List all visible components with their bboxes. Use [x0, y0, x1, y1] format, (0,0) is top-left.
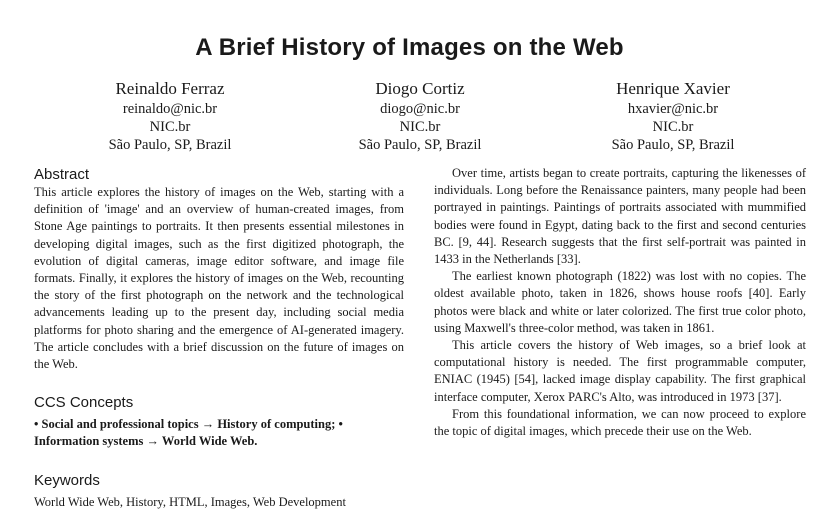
author-1 — [50, 78, 290, 154]
author-email: diogo@nic.br — [380, 101, 460, 117]
body-paragraph: Over time, artists began to create portraits, capturing the likenesses of individuals. Long before the Renaissance painters, many people had been portrayed in paintings. Paintings of portraits associated with mummified bodies were found in Egypt, dating back to the first and second centuries BC. [9, 44]. Research suggests that the first self-portrait was painted in 1433 in the Netherlands [33]. — [434, 166, 806, 267]
author-location: São Paulo, SP, Brazil — [108, 137, 232, 153]
author-email: reinaldo@nic.br — [122, 101, 218, 117]
author-email: hxavier@nic.br — [627, 101, 719, 117]
keywords-text: World Wide Web, History, HTML, Images, Web Development — [34, 494, 346, 509]
author-3 — [553, 78, 793, 154]
paper-title: A Brief History of Images on the Web — [195, 34, 624, 61]
abstract-text: This article explores the history of images on the Web, starting with a definition of 'image' and an overview of human-created images, from Stone Age paintings to portraits. It then presents essential milestones in developing digital images, such as the first digitized photograph, the evolution of digital cameras, image editor software, and image file formats. Finally, it explores the history of images on the Web, recounting the story of the first photograph on the network and the technological advancements leading up to the present day, including social media platforms for photo sharing and the emergence of AI-generated imagery. The article concludes with a brief discussion on the future of images on the Web. — [34, 185, 404, 372]
abstract-heading: Abstract — [34, 166, 90, 183]
body-paragraph: The earliest known photograph (1822) was lost with no copies. The oldest available photo, taken in 1826, shows house roofs [40]. Early photos were black and white or later colorized. The first true color photo, using Maxwell's three-color method, was taken in 1861. — [434, 269, 806, 335]
body-paragraph: From this foundational information, we can now proceed to explore the topic of digital images, which precede their use on the Web. — [434, 406, 806, 439]
keywords-heading: Keywords — [34, 471, 100, 489]
author-location: São Paulo, SP, Brazil — [358, 137, 482, 153]
author-location: São Paulo, SP, Brazil — [611, 137, 735, 153]
author-name: Reinaldo Ferraz — [115, 79, 225, 98]
ccs-heading: CCS Concepts — [34, 394, 134, 412]
ccs-concepts: • Social and professional topics → History of computing; • Information systems → World Wide Web. — [34, 417, 343, 449]
author-org: NIC.br — [399, 119, 441, 135]
author-block — [0, 78, 819, 158]
author-name: Diogo Cortiz — [375, 79, 465, 98]
right-column — [434, 165, 806, 440]
left-column — [34, 165, 404, 511]
author-org: NIC.br — [652, 119, 694, 135]
author-name: Henrique Xavier — [616, 79, 730, 98]
body-paragraph: This article covers the history of Web images, so a brief look at computational history is needed. The first programmable computer, ENIAC (1945) [54], lacked image display capability. The first graphical interface computer, Xerox PARC's Alto, was introduced in 1973 [37]. — [434, 338, 806, 404]
author-org: NIC.br — [149, 119, 191, 135]
author-2 — [300, 78, 540, 154]
